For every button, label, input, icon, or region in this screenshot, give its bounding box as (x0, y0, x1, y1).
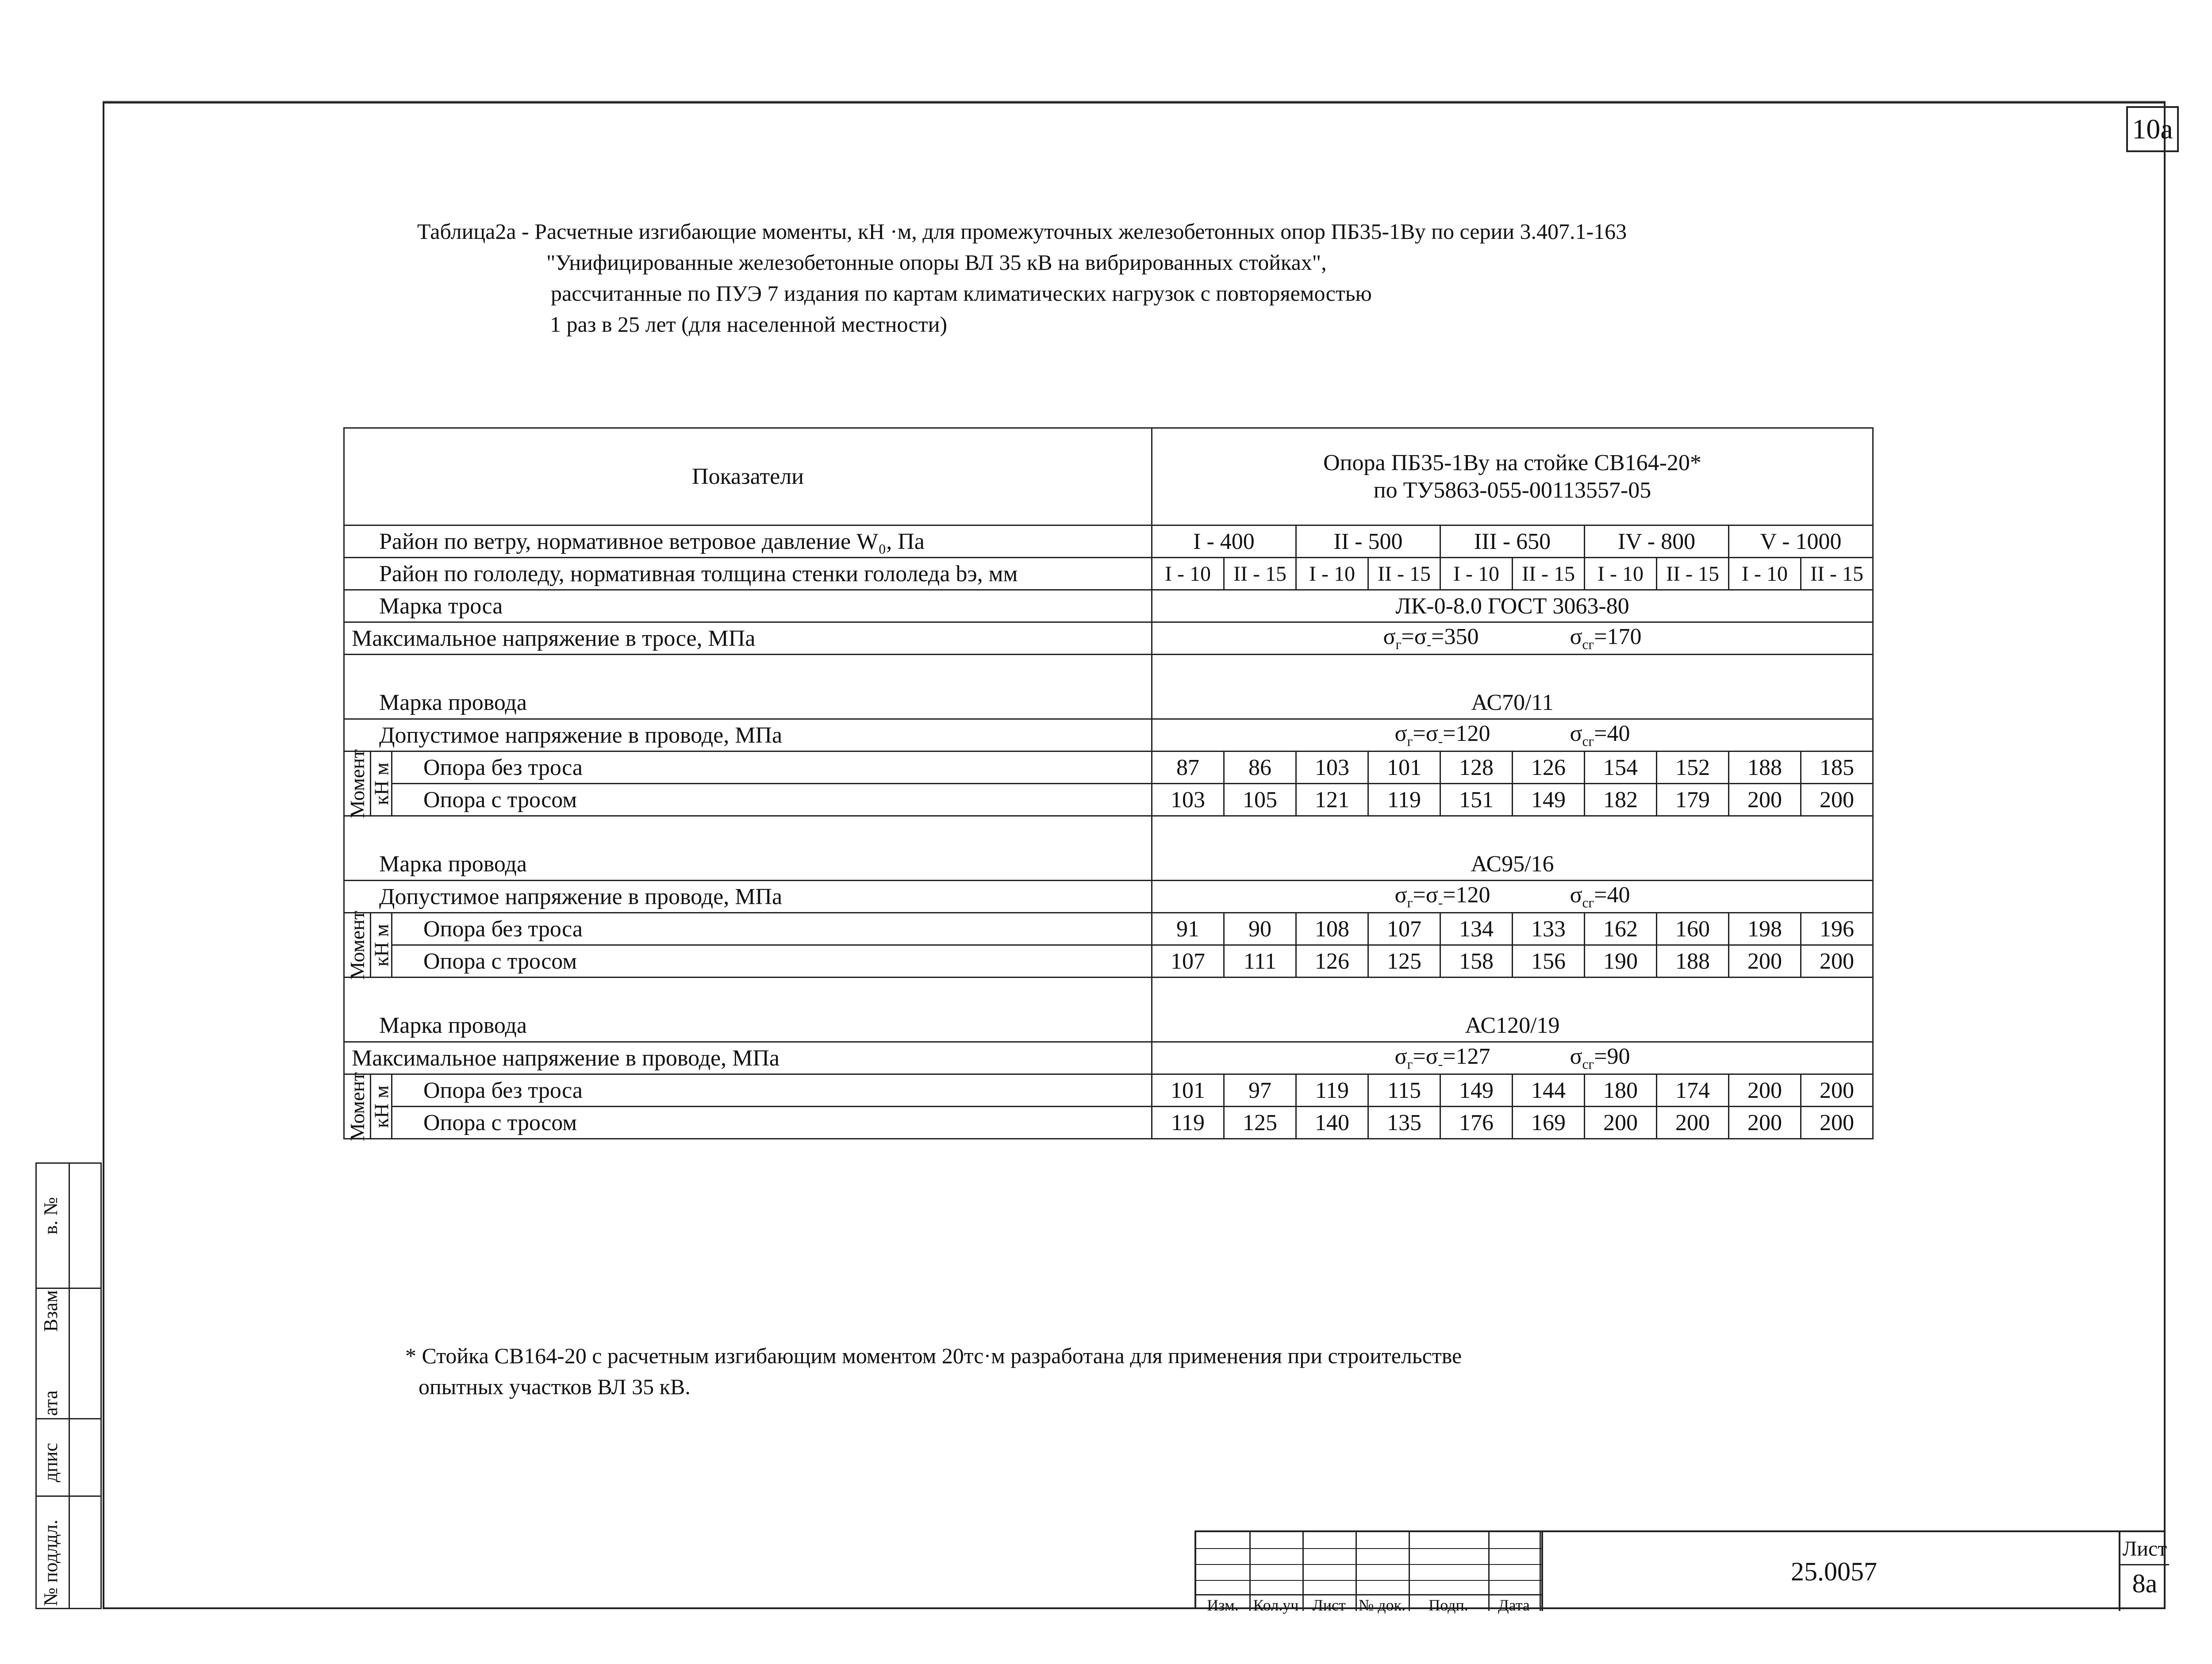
moment-value: 97 (1224, 1074, 1296, 1107)
wire-label: Марка провода (344, 848, 1152, 881)
stamp-header: Кол.уч (1253, 1596, 1299, 1614)
ice-region: I - 10 (1440, 558, 1513, 590)
moment-value: 107 (1368, 913, 1440, 945)
moment-value: 156 (1513, 945, 1585, 978)
moment-value: 128 (1440, 751, 1513, 784)
moment-value: 200 (1801, 945, 1873, 978)
moment-row-without-cable (344, 751, 1873, 784)
moment-value: 188 (1657, 945, 1729, 978)
moment-value: 111 (1224, 945, 1296, 978)
moment-value: 133 (1513, 913, 1585, 945)
moment-value: 182 (1585, 784, 1657, 816)
moment-value: 119 (1296, 1074, 1368, 1107)
wire-stress-value: $\sigma_г=\sigma_-=127$ $\sigma_{cг}=90$ (1152, 1042, 1873, 1074)
wire-stress-label: Допустимое напряжение в проводе, МПа (344, 719, 1152, 751)
moment-value: 162 (1585, 913, 1657, 945)
side-stamp (35, 1162, 102, 1609)
moment-value: 200 (1801, 1074, 1873, 1107)
moment-value: 115 (1368, 1074, 1440, 1107)
stamp-header: Изм. (1207, 1596, 1239, 1614)
without-cable-label: Опора без троса (392, 913, 1152, 945)
moment-value: 87 (1152, 751, 1224, 784)
wind-region: II - 500 (1296, 525, 1440, 558)
caption-line-3: рассчитанные по ПУЭ 7 издания по картам климатических нагрузок с повторяемостью (551, 281, 1372, 306)
moment-value: 90 (1224, 913, 1296, 945)
with-cable-label: Опора с тросом (392, 784, 1152, 816)
stamp-header: Подп. (1429, 1596, 1468, 1614)
moment-value: 200 (1657, 1107, 1729, 1139)
moment-label-cell (344, 910, 371, 980)
moment-value: 86 (1224, 751, 1296, 784)
wire-row (344, 1010, 1873, 1042)
moment-label: Момент (346, 910, 369, 980)
cable-label: Марка троса (344, 590, 1152, 622)
unit-label-cell (371, 913, 392, 978)
header-row (344, 428, 1873, 525)
side-label: дл. (40, 1519, 61, 1544)
stamp-header: Дата (1498, 1596, 1530, 1614)
moment-value: 108 (1296, 913, 1368, 945)
moment-value: 169 (1513, 1107, 1585, 1139)
ice-region: I - 10 (1585, 558, 1657, 590)
moment-value: 149 (1440, 1074, 1513, 1107)
support-header (1152, 428, 1873, 525)
sheet-cell (2119, 1532, 2169, 1611)
moment-value: 125 (1368, 945, 1440, 978)
moment-value: 198 (1729, 913, 1801, 945)
moment-value: 121 (1296, 784, 1368, 816)
wire-value: АС95/16 (1152, 848, 1873, 881)
moment-row-without-cable (344, 1074, 1873, 1107)
wire-row (344, 687, 1873, 719)
moment-value: 119 (1368, 784, 1440, 816)
moment-value: 154 (1585, 751, 1657, 784)
indicators-header: Показатели (344, 428, 1152, 525)
wind-label: Район по ветру, нормативное ветровое давление W₀, Па (344, 525, 1152, 558)
ice-region: II - 15 (1368, 558, 1440, 590)
table-caption (417, 216, 1627, 340)
sheet-number-box: 10a (2126, 106, 2179, 152)
moment-value: 160 (1657, 913, 1729, 945)
without-cable-label: Опора без троса (392, 1074, 1152, 1107)
side-label: в. № (40, 1197, 61, 1235)
unit-label: кН м (370, 924, 392, 966)
cable-row (344, 590, 1873, 622)
wind-region: IV - 800 (1585, 525, 1729, 558)
wire-value: АС70/11 (1152, 687, 1873, 719)
moment-label-cell (344, 1074, 371, 1139)
wire-stress-label: Максимальное напряжение в проводе, МПа (344, 1042, 1152, 1074)
moment-value: 101 (1368, 751, 1440, 784)
ice-region: II - 15 (1224, 558, 1296, 590)
moment-value: 179 (1657, 784, 1729, 816)
moments-table (343, 427, 1874, 1139)
with-cable-label: Опора с тросом (392, 945, 1152, 978)
cable-stress-value: $\sigma_г=\sigma_-=350$ $\sigma_{cг}=170$ (1152, 622, 1873, 655)
cable-value: ЛК-0-8.0 ГОСТ 3063-80 (1152, 590, 1873, 622)
ice-region: II - 15 (1513, 558, 1585, 590)
moment-value: 180 (1585, 1074, 1657, 1107)
caption-line-2: "Унифицированные железобетонные опоры ВЛ 35 кВ на вибрированных стойках", (546, 250, 1327, 275)
wire-stress-value: $\sigma_г=\sigma_-=120$ $\sigma_{cг}=40$ (1152, 881, 1873, 913)
moment-label-cell (344, 751, 371, 816)
unit-label: кН м (370, 762, 392, 805)
unit-label-cell (371, 1074, 392, 1139)
moment-value: 185 (1801, 751, 1873, 784)
wire-value: АС120/19 (1152, 1010, 1873, 1042)
moment-value: 196 (1801, 913, 1873, 945)
moment-value: 188 (1729, 751, 1801, 784)
moment-row-with-cable (344, 784, 1873, 816)
support-header-line-1: Опора ПБ35-1Ву на стойке СВ164-20* (1323, 450, 1701, 475)
title-block-grid (1196, 1532, 1541, 1614)
moment-value: 158 (1440, 945, 1513, 978)
side-label: дпис (40, 1442, 61, 1482)
wire-stress-label: Допустимое напряжение в проводе, МПа (344, 881, 1152, 913)
wire-row (344, 848, 1873, 881)
ice-region: I - 10 (1296, 558, 1368, 590)
moment-value: 152 (1657, 751, 1729, 784)
unit-label-cell (371, 751, 392, 816)
section-spacer-row (344, 978, 1873, 1010)
with-cable-label: Опора с тросом (392, 1107, 1152, 1139)
ice-row (344, 558, 1873, 590)
ice-region: I - 10 (1152, 558, 1224, 590)
moment-value: 176 (1440, 1107, 1513, 1139)
wire-stress-row (344, 719, 1873, 751)
moment-value: 200 (1729, 1074, 1801, 1107)
moment-row-with-cable (344, 945, 1873, 978)
moment-value: 149 (1513, 784, 1585, 816)
wire-stress-row (344, 881, 1873, 913)
wire-stress-row (344, 1042, 1873, 1074)
moment-value: 200 (1801, 784, 1873, 816)
ice-label: Район по гололеду, нормативная толщина стенки гололеда bэ, мм (344, 558, 1152, 590)
section-spacer-row (344, 816, 1873, 848)
moment-value: 107 (1152, 945, 1224, 978)
moment-value: 91 (1152, 913, 1224, 945)
moment-value: 126 (1513, 751, 1585, 784)
moment-value: 119 (1152, 1107, 1224, 1139)
moment-value: 151 (1440, 784, 1513, 816)
footnote-line-2: опытных участков ВЛ 35 кВ. (419, 1374, 691, 1399)
caption-line-1: Таблица2а - Расчетные изгибающие моменты, кН ·м, для промежуточных железобетонных опор ПБ35-1Ву по серии 3.407.1-163 (417, 219, 1627, 244)
ice-region: I - 10 (1729, 558, 1801, 590)
moment-value: 135 (1368, 1107, 1440, 1139)
wind-row (344, 525, 1873, 558)
title-block (1194, 1530, 2167, 1614)
sheet-value: 8а (2132, 1569, 2158, 1598)
section-spacer-row (344, 655, 1873, 687)
ice-region: II - 15 (1801, 558, 1873, 590)
cable-stress-label: Максимальное напряжение в тросе, МПа (344, 622, 1152, 655)
caption-line-4: 1 раз в 25 лет (для населенной местности) (550, 312, 948, 337)
moment-value: 103 (1296, 751, 1368, 784)
moment-row-with-cable (344, 1107, 1873, 1139)
moment-value: 105 (1224, 784, 1296, 816)
moment-value: 103 (1152, 784, 1224, 816)
moment-value: 140 (1296, 1107, 1368, 1139)
support-header-line-2: по ТУ5863-055-00113557-05 (1373, 477, 1651, 503)
document-number: 25.0057 (1541, 1532, 2125, 1611)
stamp-header: № док. (1358, 1596, 1406, 1614)
wind-region: III - 650 (1440, 525, 1585, 558)
side-label: № подл. (40, 1538, 61, 1606)
cable-stress-row (344, 622, 1873, 655)
moment-value: 200 (1729, 1107, 1801, 1139)
footnote (405, 1340, 1462, 1402)
moment-value: 200 (1729, 945, 1801, 978)
wire-label: Марка провода (344, 687, 1152, 719)
unit-label: кН м (370, 1085, 392, 1128)
without-cable-label: Опора без троса (392, 751, 1152, 784)
wind-region: V - 1000 (1729, 525, 1873, 558)
footnote-line-1: * Стойка СВ164-20 с расчетным изгибающим моментом 20тс·м разработана для применения при строительстве (405, 1343, 1462, 1368)
moment-value: 174 (1657, 1074, 1729, 1107)
side-label: ата (40, 1390, 61, 1416)
moment-value: 126 (1296, 945, 1368, 978)
side-label: Взам (40, 1290, 61, 1332)
moment-value: 134 (1440, 913, 1513, 945)
sheet-label: Лист (2122, 1537, 2167, 1560)
moment-value: 125 (1224, 1107, 1296, 1139)
moment-value: 200 (1585, 1107, 1657, 1139)
moment-value: 200 (1729, 784, 1801, 816)
wire-stress-value: $\sigma_г=\sigma_-=120$ $\sigma_{cг}=40$ (1152, 719, 1873, 751)
wind-region: I - 400 (1152, 525, 1296, 558)
wire-label: Марка провода (344, 1010, 1152, 1042)
moment-value: 144 (1513, 1074, 1585, 1107)
moment-row-without-cable (344, 913, 1873, 945)
moment-value: 101 (1152, 1074, 1224, 1107)
moment-value: 200 (1801, 1107, 1873, 1139)
moment-label: Момент (346, 1072, 369, 1141)
moment-value: 190 (1585, 945, 1657, 978)
stamp-header: Лист (1312, 1596, 1346, 1614)
ice-region: II - 15 (1657, 558, 1729, 590)
moment-label: Момент (346, 749, 369, 818)
